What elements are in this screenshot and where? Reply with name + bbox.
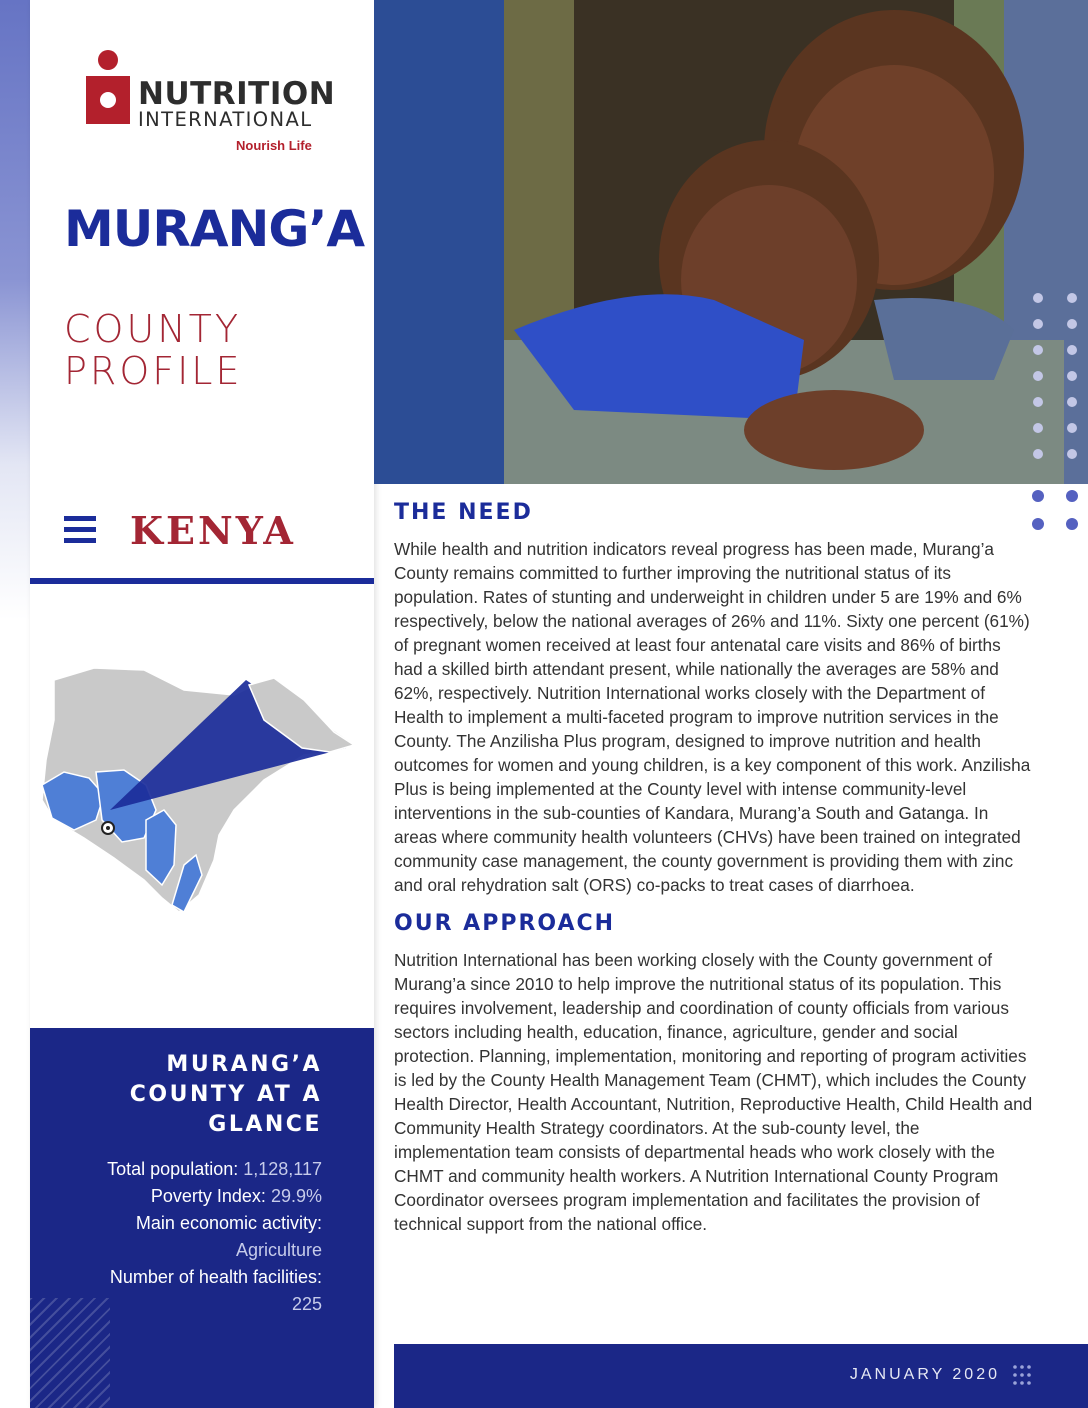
- approach-heading: OUR APPROACH: [394, 911, 616, 936]
- footer-dots-icon: [1012, 1364, 1032, 1386]
- subtitle-line-2: PROFILE: [64, 349, 243, 393]
- approach-body: Nutrition International has been working closely with the County government of Murang’a since 2010 to help improve the nutritional status of its population. This requires involvement, leadership and coordination of county officials from various sectors including health, education, finance, agriculture, gender and social protection. Planning, implementation, monitoring and reporting of program activities is led by the County Health Management Team (CHMT), which includes the County Health Director, Health Accountant, Nutrition, Reproductive Health, Child Health and Community Health Strategy coordinators. At the sub-county level, the implementation team consists of departmental heads who work closely with the CHMT and community health workers. A Nutrition International County Program Coordinator oversees program implementation and facilitates the provision of technical support from the national office.: [394, 950, 1033, 1234]
- stat-economic-activity-label: Main economic activity:: [135, 1213, 322, 1233]
- county-subtitle: [64, 308, 242, 392]
- logo-tagline: Nourish Life: [236, 138, 312, 153]
- glance-stats: [107, 1156, 322, 1318]
- logo-word-nutrition: NUTRITION: [138, 76, 336, 112]
- nutrition-international-logo: [84, 48, 334, 158]
- stat-poverty-index: Poverty Index: 29.9%: [150, 1186, 322, 1206]
- main-content: [394, 500, 1034, 1244]
- hatch-decoration: [30, 1298, 110, 1408]
- stat-economic-activity-value: Agriculture: [235, 1240, 322, 1260]
- stat-health-facilities-label: Number of health facilities:: [109, 1267, 322, 1287]
- need-body: While health and nutrition indicators reveal progress has been made, Murang’a County remains committed to further improving the nutritional status of its population. Rates of stunting and underweight in children under 5 are 19% and 6% respectively, below the national averages of 26% and 11%. Sixty one percent (61%) of pregnant women received at least four antenatal care visits and 86% of births had a skilled birth attendant present, while nationally the averages are 58% and 62%, respectively. Nutrition International works closely with the Department of Health to implement a multi-faceted program to improve nutrition services in the County. The Anzilisha Plus program, designed to improve nutrition and health outcomes for women and young children, is a key component of this work. Anzilisha Plus is being implemented at the County level with intense community-level interventions in the sub-counties of Kandara, Murang’a South and Gatanga. In areas where community health volunteers (CHVs) have been trained on integrated community case management, the county government is providing them with zinc and oral rehydration salt (ORS) co-packs to treat cases of diarrhoea.: [394, 539, 1031, 895]
- county-at-a-glance-panel: [30, 1028, 374, 1408]
- kenya-map: [34, 660, 364, 920]
- hamburger-icon: [64, 516, 96, 546]
- footer-date: JANUARY 2020: [849, 1366, 1000, 1383]
- children-photo-illustration: [374, 0, 1088, 484]
- footer-bar: [394, 1344, 1088, 1408]
- logo-person-icon: [84, 48, 132, 128]
- glance-title: MURANG’A COUNTY AT A GLANCE: [129, 1052, 322, 1137]
- section-divider: [30, 578, 374, 584]
- dot-pattern-decoration: [1026, 290, 1088, 540]
- subtitle-line-1: COUNTY: [64, 307, 242, 351]
- need-heading: THE NEED: [394, 500, 533, 525]
- children-photo: [374, 0, 1088, 484]
- country-name: KENYA: [130, 508, 296, 553]
- county-title: MURANG’A: [64, 200, 365, 258]
- left-accent-strip: [0, 0, 30, 620]
- stat-total-population: Total population: 1,128,117: [107, 1159, 322, 1179]
- stat-health-facilities-value: 225: [291, 1294, 322, 1314]
- logo-word-international: INTERNATIONAL: [138, 108, 313, 131]
